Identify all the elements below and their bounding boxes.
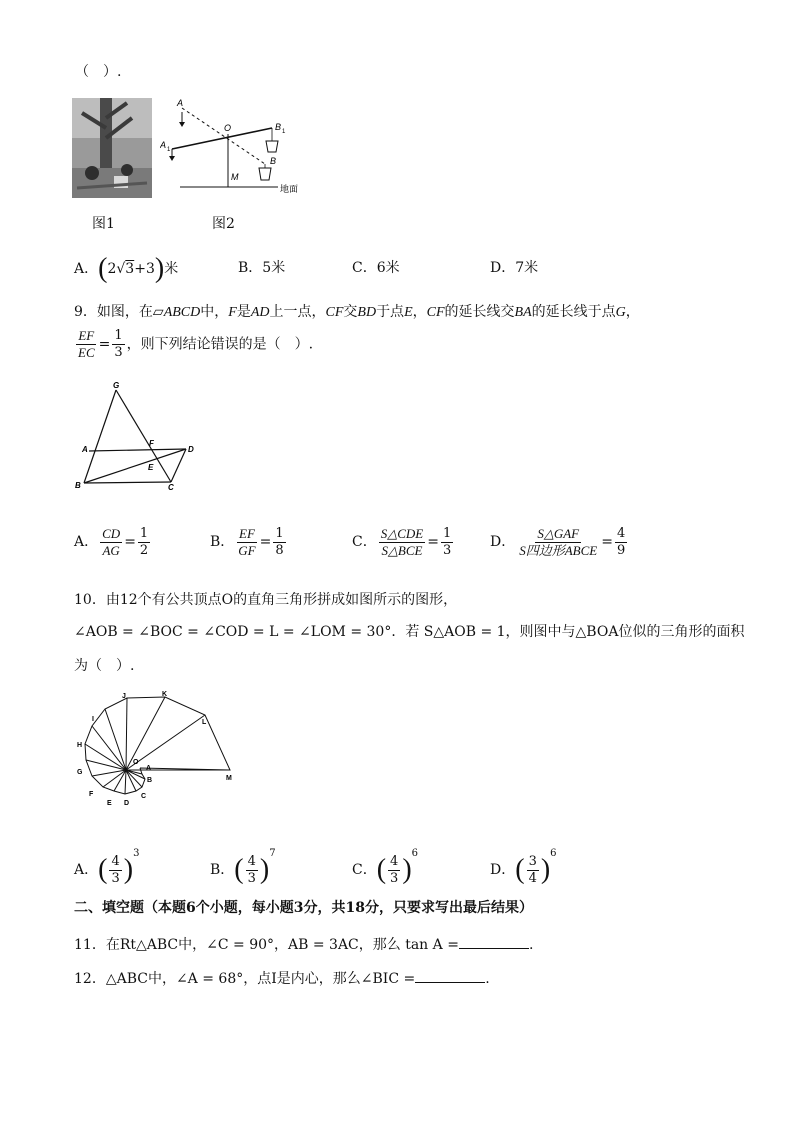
- q9-label-A: A: [82, 445, 88, 454]
- q8-fig1-label: 图1: [92, 216, 115, 232]
- q10-figure: [70, 688, 250, 810]
- q10-label-C: C: [141, 793, 147, 800]
- q10-label-F: F: [89, 791, 94, 798]
- q8-label-A: A: [177, 98, 184, 108]
- q9-figure: [70, 378, 200, 498]
- q10-option-a: A．( $\frac{4}{3}$ )$^3$: [74, 848, 140, 886]
- q8-label-B1: B: [275, 122, 282, 132]
- q8-option-d: D．7米: [490, 260, 539, 276]
- q10-label-J: J: [122, 693, 126, 700]
- q8-label-A1: A: [160, 140, 167, 150]
- q10-label-D: D: [124, 800, 130, 807]
- q9-stem-line1: 9．如图，在▱ABCD中，F是AD上一点，CF交BD于点E，CF的延长线交BA的延长线于点G，: [74, 304, 640, 320]
- q11-answer-blank[interactable]: [459, 934, 529, 949]
- q10-stem-line3: 为（ ）.: [74, 658, 135, 674]
- q9-label-G: G: [113, 381, 120, 390]
- q9-option-d: D． $\frac{\text{S△GAF}}{\text{S四边形ABCE}}$ = $\frac{4}{9}$: [490, 525, 626, 558]
- q8-fig2-label: 图2: [212, 216, 235, 232]
- q10-option-d: D．( $\frac{3}{4}$ )$^6$: [490, 848, 557, 886]
- q9-label-D: D: [188, 445, 194, 454]
- q9-option-b: B． $\frac{EF}{GF}$ = $\frac{1}{8}$: [210, 525, 284, 558]
- q10-label-A: A: [146, 765, 152, 772]
- q8-label-M: M: [231, 172, 239, 182]
- section2-title: 二、填空题（本题6个小题，每小题3分，共18分，只要求写出最后结果）: [74, 900, 533, 916]
- q10-label-K: K: [162, 691, 168, 698]
- q8-label-O: O: [224, 123, 232, 133]
- q9-label-E: E: [148, 463, 154, 472]
- q8-label-B: B: [270, 156, 277, 166]
- q10-label-M: M: [226, 775, 232, 782]
- q12-answer-blank[interactable]: [415, 968, 485, 983]
- q10-option-b: B．( $\frac{4}{3}$ )$^7$: [210, 848, 276, 886]
- svg-text:1: 1: [282, 129, 286, 135]
- q9-label-B: B: [75, 481, 81, 490]
- q10-label-L: L: [202, 719, 207, 726]
- q10-stem-line1: 10．由12个有公共顶点O的直角三角形拼成如图所示的图形，: [74, 592, 458, 608]
- q10-label-O: O: [133, 759, 139, 766]
- q8-figure2: [160, 96, 310, 201]
- q8-option-b: B．5米: [238, 260, 286, 276]
- q10-label-G: G: [77, 769, 83, 776]
- q8-figure1-photo: [72, 98, 152, 198]
- q10-label-H: H: [77, 742, 83, 749]
- q10-label-B: B: [147, 777, 153, 784]
- q9-option-a: A． $\frac{CD}{AG}$ = $\frac{1}{2}$: [74, 525, 149, 558]
- q8-option-a: A．(2√3+3)米: [74, 253, 179, 284]
- q8-option-c: C．6米: [352, 260, 400, 276]
- q10-label-E: E: [107, 800, 112, 807]
- q10-stem-line2: ∠AOB = ∠BOC = ∠COD = L = ∠LOM = 30°．若 S△AOB = 1，则图中与△BOA位似的三角形的面积: [74, 624, 745, 640]
- q10-label-I: I: [92, 716, 94, 723]
- q9-label-C: C: [168, 483, 174, 492]
- q8-tail: （ ）.: [75, 64, 122, 80]
- q10-option-c: C．( $\frac{4}{3}$ )$^6$: [352, 848, 419, 886]
- q8-label-ground: 地面: [280, 184, 299, 194]
- q9-label-F: F: [149, 439, 154, 448]
- q9-option-c: C． $\frac{\text{S△CDE}}{\text{S△BCE}}$ = $\frac{1}{3}$: [352, 525, 452, 558]
- q9-stem-line2: $\frac{EF}{EC}$ = $\frac{1}{3}$ ，则下列结论错误的是（ ）.: [78, 328, 314, 360]
- svg-text:1: 1: [167, 147, 171, 153]
- q12-stem: 12．△ABC中，∠A = 68°，点I是内心，那么∠BIC = .: [74, 968, 490, 989]
- q11-stem: 11．在Rt△ABC中，∠C = 90°，AB = 3AC，那么 tan A = .: [74, 934, 533, 955]
